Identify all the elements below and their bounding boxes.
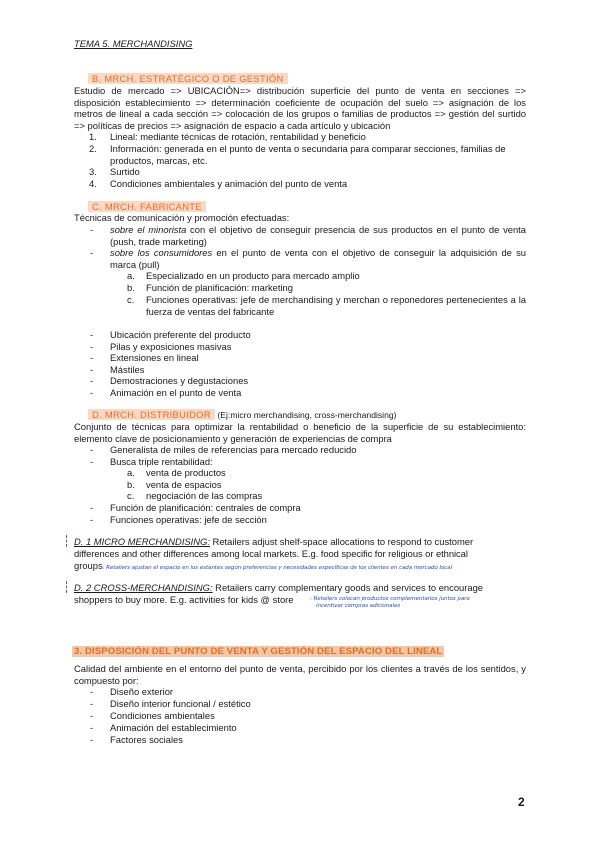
list-number: 4. bbox=[89, 178, 97, 189]
sub-letter: c. bbox=[127, 294, 135, 305]
handwritten-note: : Retailers colocan productos complementarios juntos para bbox=[310, 596, 470, 602]
handwritten-note: incentivar compras adicionales bbox=[316, 603, 401, 609]
cross-merchandising-line2: shoppers to buy more. E.g. activities for kids @ store bbox=[74, 594, 294, 605]
section-b-paragraph: Estudio de mercado => UBICACIÓN=> distribución superficie del punto de venta en secciones => disposición establecimiento => determinación coeficiente de ocupación del suelo => asignación de los metros de lineal a cada sección => colocación de los grupos o familias de productos => gestión del surtido => políticas de precios => asignación de espacio a cada artículo y ubicación bbox=[74, 85, 526, 131]
list-item: Función de planificación: centrales de compra bbox=[110, 502, 301, 513]
list-number: 3. bbox=[89, 166, 97, 177]
bullet-minorista bbox=[110, 224, 526, 247]
list-item: Demostraciones y degustaciones bbox=[110, 375, 249, 386]
list-item: Animación del establecimiento bbox=[110, 722, 237, 733]
list-item: Información: generada en el punto de venta o secundaria para comparar secciones, familias de productos, marcas, etc. bbox=[110, 143, 506, 166]
list-number: 1. bbox=[89, 131, 97, 142]
section-b-heading: B. MRCH. ESTRATÉGICO O DE GESTIÓN bbox=[88, 73, 288, 85]
micro-merchandising-line1: D. 1 MICRO MERCHANDISING: Retailers adjust shelf-space allocations to respond to customer bbox=[74, 536, 474, 547]
sub-item: venta de productos bbox=[146, 467, 226, 478]
list-item: Diseño interior funcional / estético bbox=[110, 698, 251, 709]
bullet-emphasis: sobre los consumidores bbox=[110, 247, 213, 258]
handwritten-note: : Retailers ajustan el espacio en los estantes según preferencias y necesidades específicas de los clientes en cada mercado local bbox=[102, 565, 452, 571]
list-item: Busca triple rentabilidad: bbox=[110, 456, 213, 467]
list-item: Generalista de miles de referencias para mercado reducido bbox=[110, 444, 357, 455]
sub-letter: b. bbox=[127, 282, 135, 293]
list-item: Funciones operativas: jefe de sección bbox=[110, 514, 267, 525]
list-item: Ubicación preferente del producto bbox=[110, 329, 251, 340]
section-3-heading: 3. DISPOSICIÓN DEL PUNTO DE VENTA Y GESTIÓN DEL ESPACIO DEL LINEAL bbox=[74, 646, 443, 657]
section-3-paragraph: Calidad del ambiente en el entorno del punto de venta, percibido por los clientes a través de los sentidos, y compuesto por: bbox=[74, 663, 526, 686]
list-item: Diseño exterior bbox=[110, 686, 174, 697]
list-item: Condiciones ambientales bbox=[110, 710, 215, 721]
sub-item: venta de espacios bbox=[146, 479, 222, 490]
section-d-note: (Ej:micro merchandising, cross-merchandising) bbox=[217, 410, 397, 420]
list-item: Mástiles bbox=[110, 364, 145, 375]
micro-merchandising-line3: groups: Retailers ajustan el espacio en los estantes según preferencias y necesidades específicas de los clientes en cada mercado local bbox=[74, 560, 452, 571]
sub-letter: b. bbox=[127, 479, 135, 490]
list-item: Surtido bbox=[110, 166, 140, 177]
sub-letter: a. bbox=[127, 467, 135, 478]
bullet-text: en el punto de venta con el objetivo de conseguir la adquisición de su marca (pull) bbox=[110, 247, 526, 270]
list-item: Animación en el punto de venta bbox=[110, 387, 242, 398]
sub-letter: c. bbox=[127, 490, 135, 501]
margin-marker bbox=[66, 535, 68, 547]
cross-merchandising-line1: D. 2 CROSS-MERCHANDISING: Retailers carry complementary goods and services to encourage bbox=[74, 582, 484, 593]
sub-item: Especializado en un producto para mercado amplio bbox=[146, 270, 360, 281]
section-c-heading: C. MRCH. FABRICANTE bbox=[88, 201, 206, 213]
micro-merchandising-line2: differences and other differences among local markets. E.g. food specific for religious or ethnical bbox=[74, 548, 468, 559]
list-item: Factores sociales bbox=[110, 734, 183, 745]
page-number: 2 bbox=[518, 795, 525, 809]
micro-merchandising-label: D. 1 MICRO MERCHANDISING: bbox=[74, 536, 210, 547]
margin-marker bbox=[66, 581, 68, 593]
sub-item: negociación de las compras bbox=[146, 490, 263, 501]
sub-item: Funciones operativas: jefe de merchandising y merchan o reponedores pertenecientes a la fuerza de ventas del fabricante bbox=[146, 294, 526, 317]
page-header bbox=[74, 38, 192, 50]
bullet-dash: - bbox=[90, 247, 94, 258]
sub-item: Función de planificación: marketing bbox=[146, 282, 293, 293]
list-item: Pilas y exposiciones masivas bbox=[110, 341, 232, 352]
list-number: 2. bbox=[89, 143, 97, 154]
cross-merchandising-label: D. 2 CROSS-MERCHANDISING: bbox=[74, 582, 213, 593]
bullet-emphasis: sobre el minorista bbox=[110, 224, 187, 235]
section-d-paragraph: Conjunto de técnicas para optimizar la rentabilidad o beneficio de la superficie de su establecimiento: elemento clave de posicionamiento y generación de experiencias de compra bbox=[74, 421, 526, 444]
bullet-text: con el objetivo de conseguir presencia de sus productos en el punto de venta (push, trade marketing) bbox=[110, 224, 527, 247]
bullet-dash: - bbox=[90, 224, 94, 235]
sub-letter: a. bbox=[127, 270, 135, 281]
header-title: TEMA 5. MERCHANDISING bbox=[74, 38, 193, 49]
list-item: Condiciones ambientales y animación del punto de venta bbox=[110, 178, 348, 189]
bullet-consumidores bbox=[110, 247, 526, 270]
list-item: Extensiones en lineal bbox=[110, 352, 199, 363]
section-d-heading: D. MRCH. DISTRIBUIDOR (Ej:micro merchandising, cross-merchandising) bbox=[88, 409, 397, 422]
list-item: Lineal: mediante técnicas de rotación, rentabilidad y beneficio bbox=[110, 131, 366, 142]
section-c-intro: Técnicas de comunicación y promoción efectuadas: bbox=[74, 212, 290, 223]
